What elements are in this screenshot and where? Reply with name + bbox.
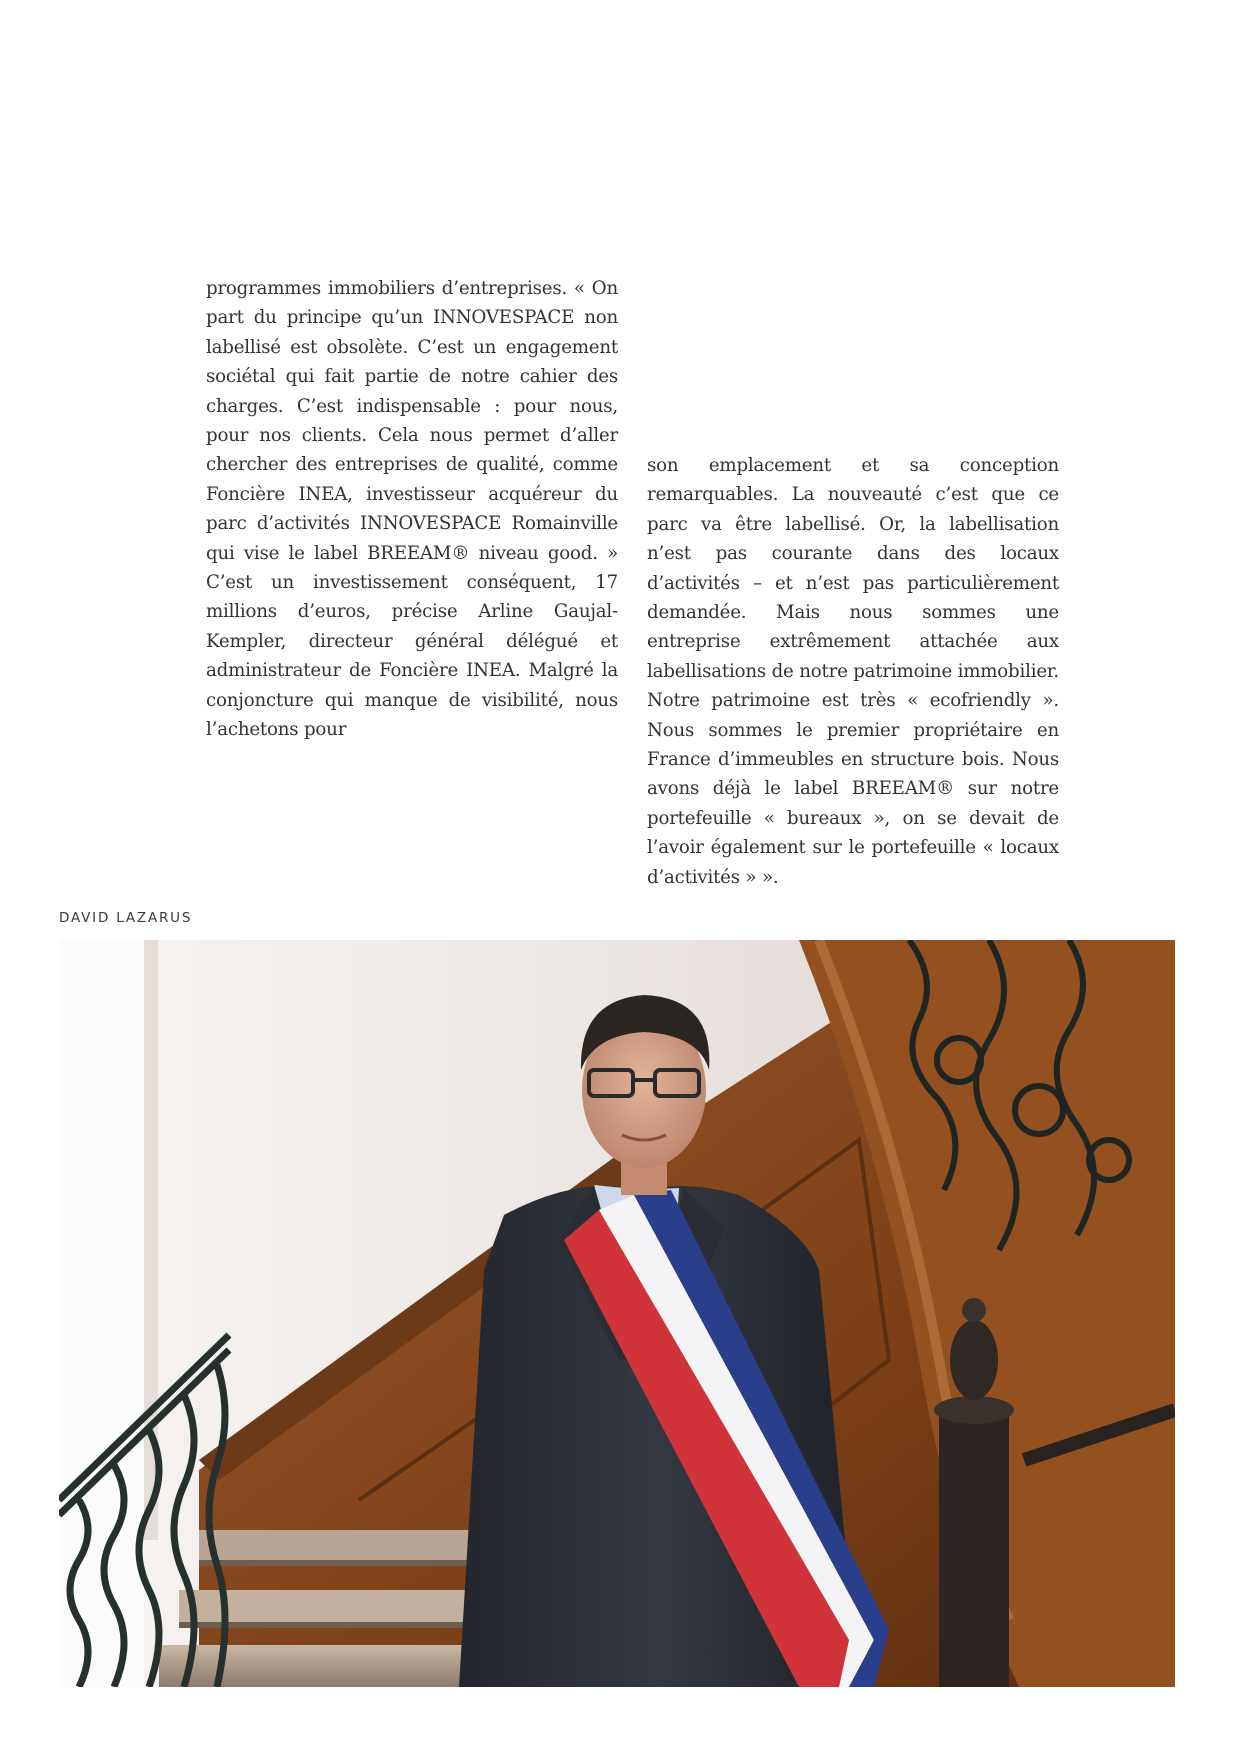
article-column-right [647, 451, 1059, 892]
article-column-left [206, 274, 618, 745]
article-paragraph: son emplacement et sa conception remarquables. La nouveauté c’est que ce parc va être labellisé. Or, la labellisation n’est pas courante dans des locaux d’activités – et n’est pas particulièrement demandée. Mais nous sommes une entreprise extrêmement attachée aux labellisations de notre patrimoine immobilier. Notre patrimoine est très « ecofriendly ». Nous sommes le premier propriétaire en France d’immeubles en structure bois. Nous avons déjà le label BREEAM® sur notre portefeuille « bureaux », on se devait de l’avoir également sur le portefeuille « locaux d’activités » ». [647, 455, 1059, 888]
photo-caption: DAVID LAZARUS [59, 910, 193, 926]
article-paragraph: programmes immobiliers d’entreprises. « On part du principe qu’un INNOVESPACE non labellisé est obsolète. C’est un engagement sociétal qui fait partie de notre cahier des charges. C’est indispensable : pour nous, pour nos clients. Cela nous permet d’aller chercher des entreprises de qualité, comme Foncière INEA, investisseur acquéreur du parc d’activités INNOVESPACE Romainville qui vise le label BREEAM® niveau good. » C’est un investissement conséquent, 17 millions d’euros, précise Arline Gaujal-Kempler, directeur général délégué et administrateur de Foncière INEA. Malgré la conjoncture qui manque de visibilité, nous l’achetons pour [206, 278, 618, 741]
portrait-illustration [59, 940, 1175, 1687]
portrait-photo [59, 940, 1175, 1687]
